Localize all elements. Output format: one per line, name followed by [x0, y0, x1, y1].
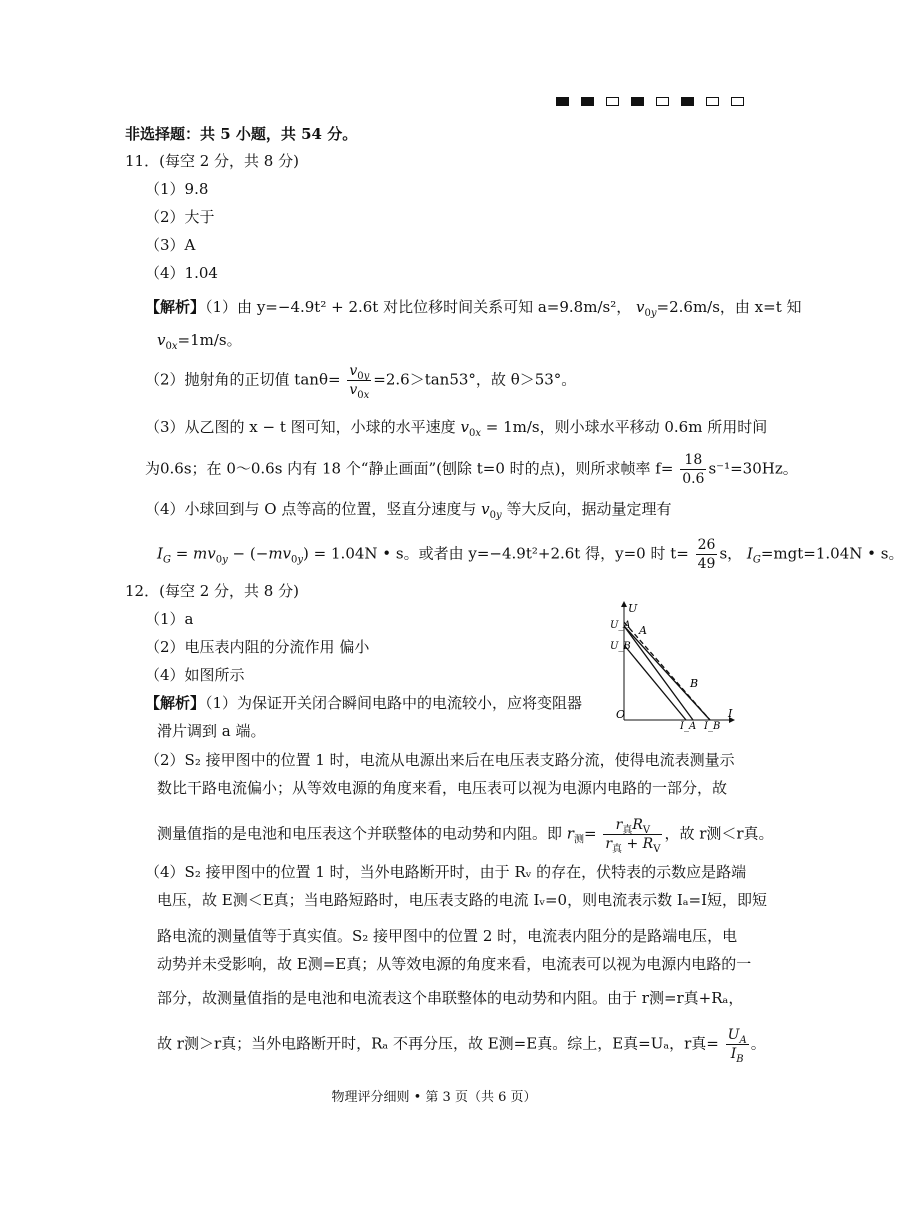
- q11-head: 11．(每空 2 分，共 8 分): [125, 152, 299, 170]
- q12-analysis-s2a: （2）S₂ 接甲图中的位置 1 时，电流从电源出来后在电压表支路分流，使得电流表测量示: [145, 751, 735, 769]
- origin-label: O: [616, 708, 626, 721]
- q11-analysis-line1: 【解析】（1）由 y=−4.9t² + 2.6t 对比位移时间关系可知 a=9.8m/s²， $v_{0y}=2.6m/s$，由 x=t 知: [145, 298, 802, 319]
- q12-analysis-s4a: （4）S₂ 接甲图中的位置 1 时，当外电路断开时，由于 Rᵥ 的存在，伏特表的示数应是路端: [145, 863, 747, 881]
- analysis-tag: 【解析】: [145, 298, 206, 316]
- mark-empty: [656, 97, 669, 106]
- ub-label: U_B: [610, 641, 631, 652]
- q12-analysis-s4d: 动势并未受影响，故 E测=E真；从等效电源的角度来看，电流表可以视为电源内电路的一: [157, 955, 752, 973]
- q11-analysis-p4b: $I_G = mv_{0y} - (-mv_{0y}) = 1.04N$ • s。或者由 y=−4.9t²+2.6t 得，y=0 时 t= $\frac{26}{49}$ s， $I_G=mgt=1.04N$ • s。: [157, 537, 903, 572]
- q11-analysis-p4a: （4）小球回到与 O 点等高的位置，竖直分速度与 $v_{0y}$ 等大反向，据动量定理有: [145, 500, 672, 521]
- q11-analysis-p3b: 为0.6s；在 0～0.6s 内有 18 个“静止画面”(刨除 t=0 时的点)，则所求帧率 f= $\frac{18}{0.6}$ s⁻¹=30Hz。: [145, 452, 798, 487]
- ua-label: U_A: [610, 620, 631, 631]
- ui-graph: [600, 598, 750, 732]
- mark-empty: [606, 97, 619, 106]
- point-a-label: A: [639, 624, 647, 637]
- q12-analysis-s4c: 路电流的测量值等于真实值。S₂ 接甲图中的位置 2 时，电流表内阻分的是路端电压，电: [157, 927, 738, 945]
- q11-analysis-p3a: （3）从乙图的 x − t 图可知，小球的水平速度 $v_{0x} = 1m/s$，则小球水平移动 0.6m 所用时间: [145, 418, 768, 439]
- mark-empty: [706, 97, 719, 106]
- analysis-tag: 【解析】: [145, 694, 206, 712]
- q12-analysis-s4b: 电压，故 E测＜E真；当电路短路时，电压表支路的电流 Iᵥ=0，则电流表示数 Iₐ=I短，即短: [157, 891, 768, 909]
- mark-filled: [681, 97, 694, 106]
- point-b-label: B: [690, 677, 699, 690]
- fraction: $\frac{U_A}{I_B}$: [727, 1027, 747, 1065]
- q12-answer-2: （2）电压表内阻的分流作用 偏小: [145, 638, 370, 656]
- mark-empty: [731, 97, 744, 106]
- solid-line-a: [624, 626, 693, 720]
- q12-answer-3: （4）如图所示: [145, 666, 245, 684]
- q12-analysis-s2c: 测量值指的是电池和电压表这个并联整体的电动势和内阻。即 $r_测=$ $\frac{r_真R_V}{r_真 + R_V}$ ，故 r测＜r真。: [157, 817, 774, 855]
- q12-analysis-s1b: 滑片调到 a 端。: [157, 722, 266, 740]
- fraction: $\frac{v_{0y}}{v_{0x}}$: [349, 363, 370, 401]
- y-axis-label: U: [628, 602, 638, 615]
- q12-analysis-s4e: 部分，故测量值指的是电池和电流表这个串联整体的电动势和内阻。由于 r测=r真+Rₐ，: [157, 989, 744, 1007]
- q11-answer-3: （3）A: [145, 236, 196, 254]
- q11-answer-1: （1）9.8: [145, 180, 209, 198]
- q11-analysis-line2: $v_{0x}=1m/s$。: [157, 331, 242, 352]
- solid-line-d: [624, 626, 710, 720]
- q11-answer-4: （4）1.04: [145, 264, 218, 282]
- mark-filled: [581, 97, 594, 106]
- x-axis-label: I: [728, 707, 733, 720]
- fraction: $\frac{r_真R_V}{r_真 + R_V}$: [605, 817, 661, 855]
- q12-analysis-s1a: 【解析】（1）为保证开关闭合瞬间电路中的电流较小，应将变阻器: [145, 694, 583, 712]
- ib-label: I_B: [704, 721, 721, 732]
- q12-analysis-s4f: 故 r测＞r真；当外电路断开时，Rₐ 不再分压，故 E测=E真。综上，E真=Uₐ，r真= $\frac{U_A}{I_B}$ 。: [157, 1027, 766, 1065]
- mark-filled: [556, 97, 569, 106]
- mark-filled: [631, 97, 644, 106]
- ia-label: I_A: [680, 721, 697, 732]
- fraction: $\frac{18}{0.6}$: [682, 452, 705, 487]
- q12-head: 12．(每空 2 分，共 8 分): [125, 582, 299, 600]
- q12-analysis-s2b: 数比干路电流偏小；从等效电源的角度来看，电压表可以视为电源内电路的一部分，故: [157, 779, 728, 797]
- q12-answer-1: （1）a: [145, 610, 194, 628]
- q11-analysis-p2: （2）抛射角的正切值 tanθ= $\frac{v_{0y}}{v_{0x}}$ =2.6＞tan53°，故 θ＞53°。: [145, 363, 577, 401]
- q11-answer-2: （2）大于: [145, 208, 215, 226]
- page-footer: 物理评分细则 • 第 3 页（共 6 页）: [331, 1090, 537, 1105]
- fraction: $\frac{26}{49}$: [697, 537, 716, 572]
- section-title: 非选择题：共 5 小题，共 54 分。: [125, 125, 358, 143]
